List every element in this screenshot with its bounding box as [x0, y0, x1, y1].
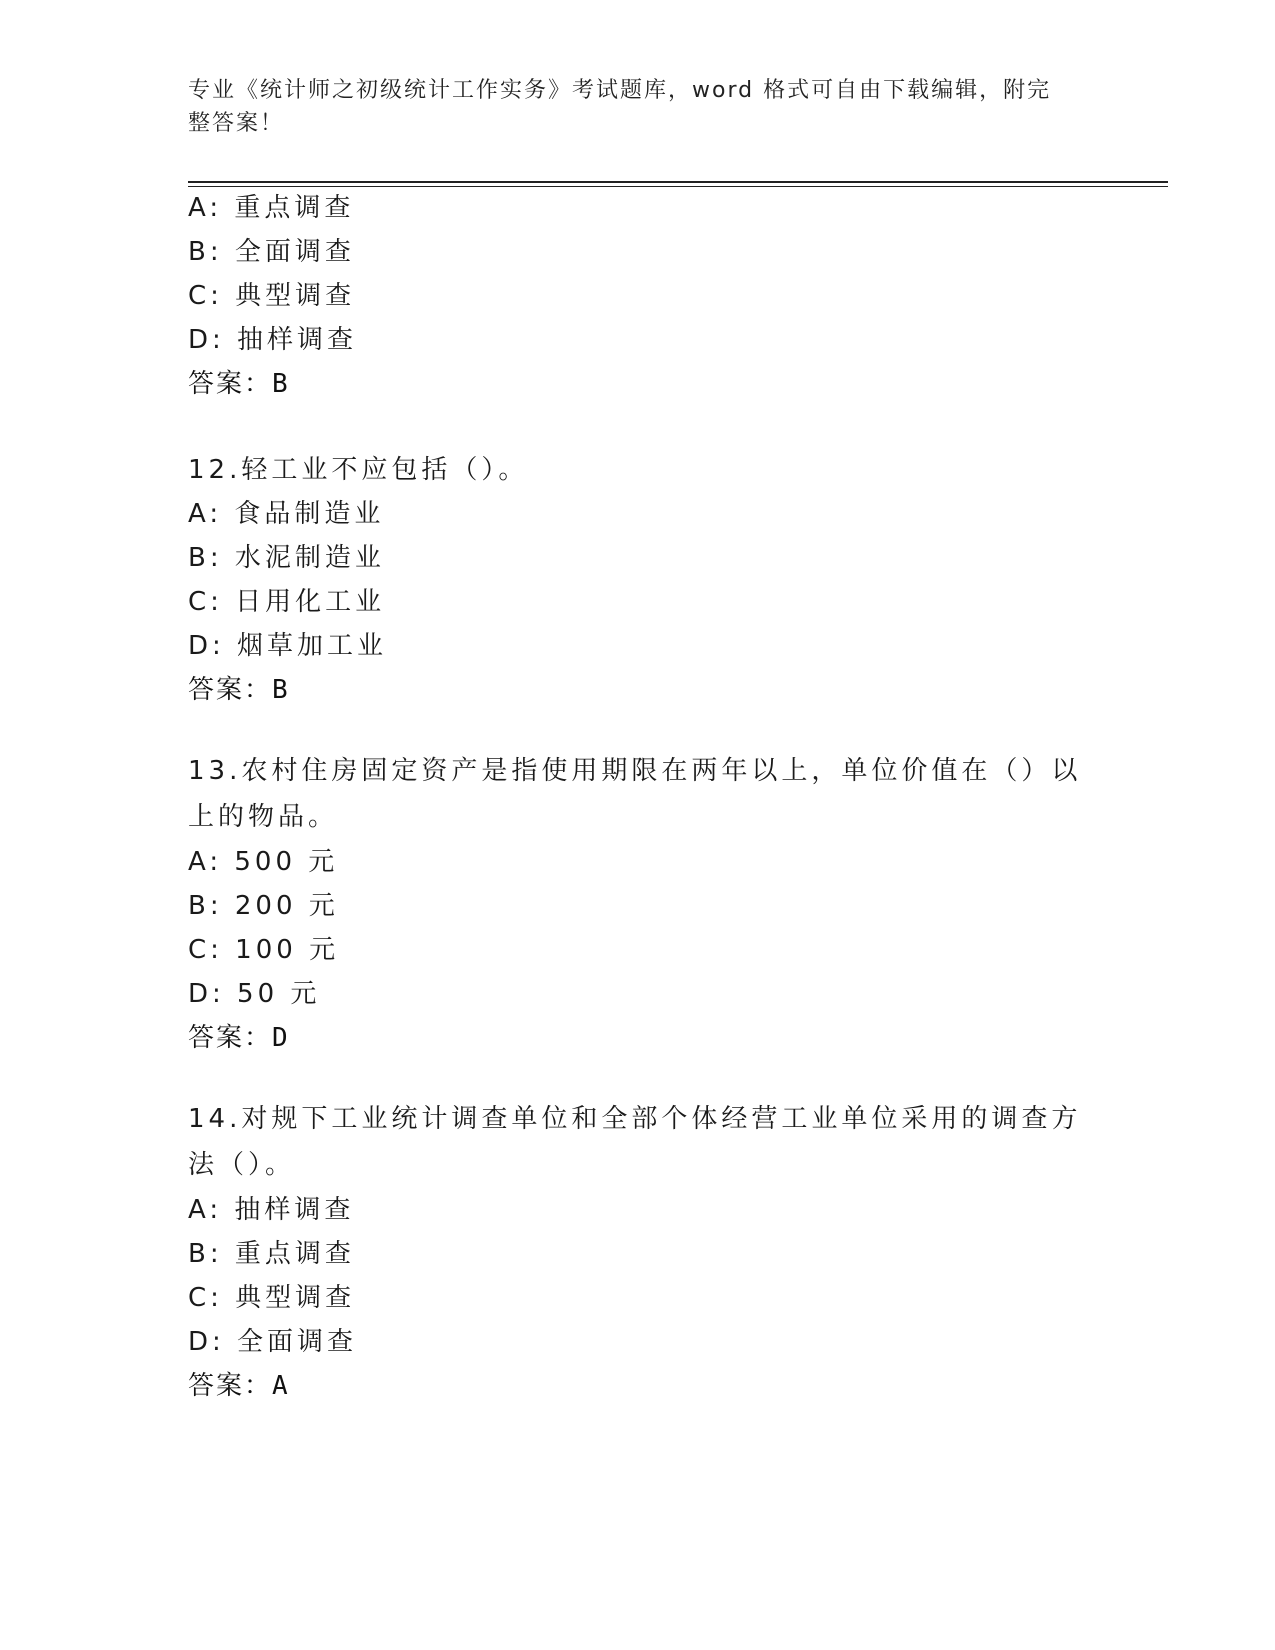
document-header: 专业《统计师之初级统计工作实务》考试题库，word 格式可自由下载编辑，附完整答案！ — [188, 78, 1052, 136]
q13-option-d: D: 50 元 — [188, 979, 321, 1009]
answer-label: 答案： — [188, 1023, 273, 1053]
q13-answer-line — [188, 1018, 290, 1058]
answer-label: 答案： — [188, 675, 273, 705]
q14-option-a: A: 抽样调查 — [188, 1195, 355, 1225]
answer-label: 答案： — [188, 369, 273, 399]
q13-option-b: B: 200 元 — [188, 891, 339, 921]
header-rule-thin — [188, 186, 1168, 187]
document-page — [188, 0, 1168, 1650]
q12-option-b: B: 水泥制造业 — [188, 543, 385, 573]
option-a: A: 重点调查 — [188, 193, 355, 223]
answer-value: A — [272, 1371, 290, 1401]
answer-value: D — [272, 1023, 290, 1053]
answer-value: B — [272, 369, 290, 399]
q12-answer-line — [188, 670, 290, 710]
q12-option-d: D: 烟草加工业 — [188, 631, 388, 661]
question-12: 12.轻工业不应包括（）。 — [188, 455, 529, 485]
header-rule-thick — [188, 181, 1168, 183]
option-d: D: 抽样调查 — [188, 325, 358, 355]
option-b: B: 全面调查 — [188, 237, 355, 267]
q14-option-d: D: 全面调查 — [188, 1327, 358, 1357]
question-14: 14.对规下工业统计调查单位和全部个体经营工业单位采用的调查方法（）。 — [188, 1104, 1082, 1180]
q14-answer-line — [188, 1366, 290, 1406]
answer-label: 答案： — [188, 1371, 273, 1401]
q12-option-c: C: 日用化工业 — [188, 587, 386, 617]
q13-option-c: C: 100 元 — [188, 935, 340, 965]
q12-option-a: A: 食品制造业 — [188, 499, 385, 529]
q14-option-c: C: 典型调查 — [188, 1283, 356, 1313]
answer-value: B — [272, 675, 290, 705]
option-c: C: 典型调查 — [188, 281, 356, 311]
question-13: 13.农村住房固定资产是指使用期限在两年以上，单位价值在（）以上的物品。 — [188, 756, 1082, 832]
answer-line — [188, 364, 290, 404]
q14-option-b: B: 重点调查 — [188, 1239, 355, 1269]
q13-option-a: A: 500 元 — [188, 847, 339, 877]
